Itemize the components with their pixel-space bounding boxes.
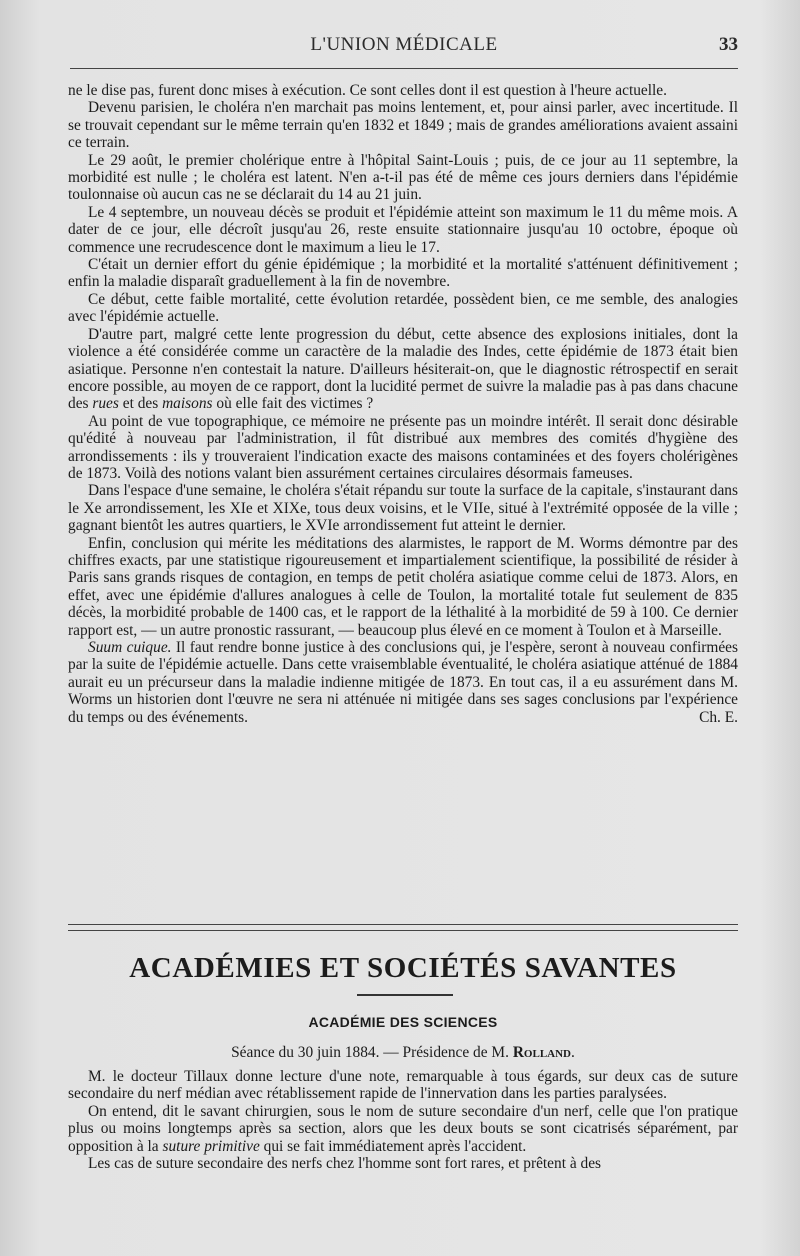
article-paragraph — [68, 639, 738, 726]
paragraph-text: Il faut rendre bonne justice à des conclusions qui, je l'espère, seront à nouveau confirmées par la suite de l'épidémie actuelle. Dans cette vraisemblable éventualité, le choléra asiatique atténué de 1884 aurait eu un précurseur dans la maladie indienne mitigée de 1873. En tout cas, il a eu assurément dans M. Worms un historien dont l'œuvre ne sera ni atténuée ni mitigée dans ses sages conclusions par l'expérience du temps ou des événements. — [68, 639, 738, 726]
article-paragraph: Le 29 août, le premier cholérique entre à l'hôpital Saint-Louis ; puis, de ce jour au 11 septembre, la morbidité est nulle ; le choléra est latent. N'en a-t-il pas été de même ces jours derniers dans l'épidémie toulonnaise où aucun cas ne se déclarait du 14 au 21 juin. — [68, 151, 738, 204]
article-body — [68, 82, 738, 726]
title-underline — [357, 994, 453, 996]
article-paragraph — [68, 326, 738, 413]
paragraph-text: qui se fait immédiatement après l'accident. — [259, 1137, 527, 1155]
article-paragraph: C'était un dernier effort du génie épidémique ; la morbidité et la mortalité s'atténuent définitivement ; enfin la maladie disparaît graduellement à la fin de novembre. — [68, 256, 738, 291]
article-paragraph: Enfin, conclusion qui mérite les méditations des alarmistes, le rapport de M. Worms démontre par des chiffres exacts, par une statistique rigoureusement et impartialement scientifique, la possibilité de résider à Paris sans grands risques de contagion, en temps de petit choléra asiatique comme celui de 1873. Alors, en effet, avec une épidémie d'allures analogues à celle de Toulon, la mortalité totale fut seulement de 835 décès, la morbidité probable de 1400 cas, et le rapport de la léthalité à la morbidité de 59 à 100. Ce dernier rapport est, — un autre pronostic rassurant, — beaucoup plus élevé en ce moment à Toulon et à Marseille. — [68, 534, 738, 639]
subsection-title: ACADÉMIE DES SCIENCES — [308, 1014, 498, 1030]
section-paragraph: M. le docteur Tillaux donne lecture d'une note, remarquable à tous égards, sur deux cas de suture secondaire du nerf médian avec rétablissement rapide de l'innervation dans les parties paralysées. — [68, 1068, 738, 1103]
section-divider — [68, 924, 738, 931]
article-paragraph: Le 4 septembre, un nouveau décès se produit et l'épidémie atteint son maximum le 11 du même mois. A dater de ce jour, elle décroît jusqu'au 26, reste ensuite stationnaire jusqu'au 10 octobre, époque où commence une recrudescence dont le maximum a lieu le 17. — [68, 203, 738, 256]
article-paragraph: Devenu parisien, le choléra n'en marchait pas moins lentement, et, pour ainsi parler, avec incertitude. Il se trouvait cependant sur le même terrain qu'en 1832 et 1849 ; mais de grandes améliorations avaient assaini ce terrain. — [68, 99, 738, 152]
paragraph-text: On entend, dit le savant chirurgien, sous le nom de suture secondaire d'un nerf, celle que l'on pratique plus ou moins longtemps après sa section, alors que les deux bouts se sont cicatrisés séparément, par opposition à la — [68, 1102, 738, 1155]
paragraph-text: où elle fait des victimes ? — [212, 395, 374, 413]
article-paragraph: Dans l'espace d'une semaine, le choléra s'était répandu sur toute la surface de la capitale, s'instaurant dans le Xe arrondissement, les XIe et XIXe, tous deux voisins, et le VIIe, situé à l'extrémité opposée de la ville ; gagnant bientôt les autres quartiers, le XVIe arrondissement fut atteint le dernier. — [68, 482, 738, 535]
italic-text: suture primitive — [162, 1137, 260, 1155]
article-paragraph: ne le dise pas, furent donc mises à exécution. Ce sont celles dont il est question à l'heure actuelle. — [68, 82, 667, 99]
section-paragraph: Les cas de suture secondaire des nerfs chez l'homme sont fort rares, et prêtent à des — [88, 1155, 602, 1173]
italic-text: rues — [92, 395, 119, 413]
page-header — [70, 34, 738, 64]
paragraph-text: et des — [118, 395, 163, 413]
italic-text: maisons — [162, 395, 213, 413]
paragraph-text: D'autre part, malgré cette lente progression du début, cette absence des explosions initiales, dont la violence a été considérée comme un caractère de la maladie des Indes, cette épidémie de 1873 était bien asiatique. Personne n'en contestait la nature. D'ailleurs hésiterait-on, que le diagnostic rétrospectif en serait encore possible, au moyen de ce rapport, dont la lucidité permet de suivre la maladie pas à pas dans chacune des — [68, 325, 738, 413]
president-name: Rolland — [512, 1044, 571, 1061]
page-number: 33 — [719, 34, 738, 55]
article-paragraph: Au point de vue topographique, ce mémoire ne présente pas un moindre intérêt. Il serait donc désirable qu'édité à nouveau par l'administration, il fût distribué aux membres des comités d'hygiène des arrondissements : ils y trouveraient l'indication exacte des maisons contaminées et des foyers cholérigènes de 1873. Voilà des notions valant bien assurément certaines circulaires désormais fameuses. — [68, 412, 738, 482]
italic-text: Suum cuique. — [88, 639, 172, 656]
section-title: ACADÉMIES ET SOCIÉTÉS SAVANTES — [129, 952, 677, 984]
section-paragraph — [68, 1103, 738, 1155]
seance-suffix: . — [571, 1044, 575, 1061]
article-paragraph: Ce début, cette faible mortalité, cette évolution retardée, possèdent bien, ce me semble, des analogies avec l'épidémie actuelle. — [68, 290, 738, 326]
header-rule — [70, 68, 738, 69]
seance-text: Séance du 30 juin 1884. — Présidence de M. — [231, 1044, 513, 1061]
section-body — [68, 1068, 738, 1172]
signature: Ch. E. — [699, 708, 738, 726]
running-head: L'UNION MÉDICALE — [310, 34, 498, 55]
seance-line — [68, 1044, 738, 1062]
